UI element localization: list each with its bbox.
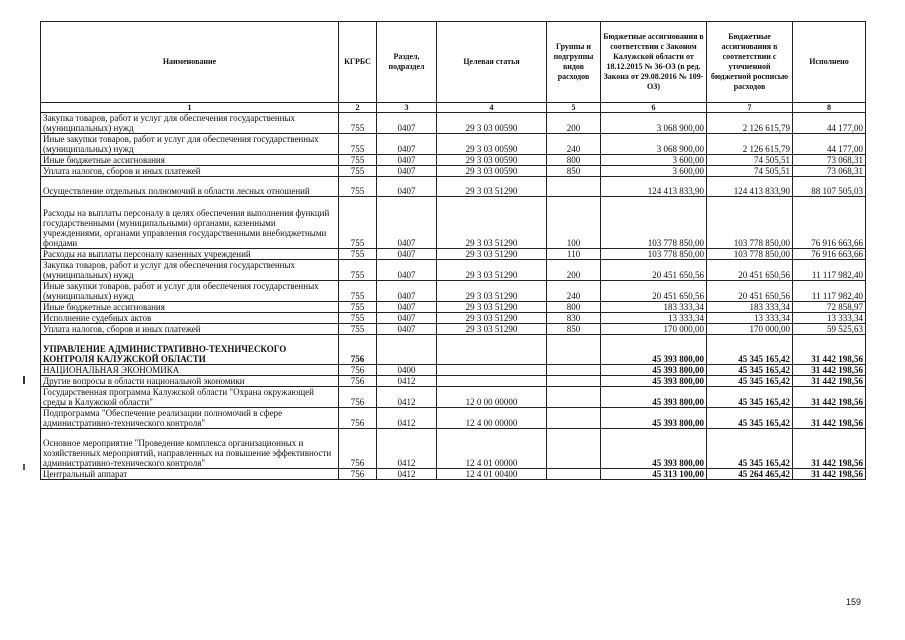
cell-budget: 45 393 800,00	[601, 387, 707, 408]
table-row	[41, 113, 866, 134]
cell-name: Основное мероприятие "Проведение комплекса организационных и хозяйственных мероприятий, направленных на повышение эффективности административно-технического контроля"	[41, 429, 339, 469]
cell-vid	[547, 177, 601, 197]
cell-name: Иные закупки товаров, работ и услуг для обеспечения государственных (муниципальных) нужд	[41, 134, 339, 155]
table-row	[41, 324, 866, 335]
cell-name: Иные бюджетные ассигнования	[41, 155, 339, 166]
cell-vid	[547, 376, 601, 387]
cell-statya: 29 3 03 00590	[437, 155, 547, 166]
cell-razdel: 0412	[377, 387, 437, 408]
table-row	[41, 313, 866, 324]
cell-razdel: 0412	[377, 408, 437, 429]
cell-ispolneno: 11 117 982,40	[793, 281, 866, 302]
cell-name: Государственная программа Калужской области "Охрана окружающей среды в Калужской области"	[41, 387, 339, 408]
cell-razdel: 0407	[377, 155, 437, 166]
cell-razdel: 0407	[377, 249, 437, 260]
cell-ispolneno: 13 333,34	[793, 313, 866, 324]
cell-ispolneno: 72 858,97	[793, 302, 866, 313]
cell-rospis: 74 505,51	[707, 155, 793, 166]
table-row	[41, 177, 866, 197]
cell-ispolneno: 31 442 198,56	[793, 365, 866, 376]
cell-rospis: 170 000,00	[707, 324, 793, 335]
cell-name: Иные закупки товаров, работ и услуг для обеспечения государственных (муниципальных) нужд	[41, 281, 339, 302]
cell-vid: 240	[547, 134, 601, 155]
cell-rospis: 45 345 165,42	[707, 387, 793, 408]
cell-rospis: 20 451 650,56	[707, 281, 793, 302]
budget-table	[40, 21, 866, 480]
cell-rospis: 45 345 165,42	[707, 335, 793, 365]
cell-kgrbs: 755	[339, 260, 377, 281]
cell-rospis: 2 126 615,79	[707, 113, 793, 134]
table-row	[41, 302, 866, 313]
cell-name: Иные бюджетные ассигнования	[41, 302, 339, 313]
header-statya: Целевая статья	[437, 22, 547, 103]
cell-ispolneno: 31 442 198,56	[793, 387, 866, 408]
column-number: 1	[41, 103, 339, 113]
cell-ispolneno: 76 916 663,66	[793, 197, 866, 249]
cell-statya: 29 3 03 51290	[437, 197, 547, 249]
cell-rospis: 13 333,34	[707, 313, 793, 324]
cell-rospis: 183 333,34	[707, 302, 793, 313]
table-row	[41, 376, 866, 387]
cell-statya: 29 3 03 51290	[437, 281, 547, 302]
cell-kgrbs: 755	[339, 113, 377, 134]
cell-statya	[437, 335, 547, 365]
cell-kgrbs: 756	[339, 408, 377, 429]
cell-budget: 13 333,34	[601, 313, 707, 324]
table-row	[41, 429, 866, 469]
header-vid: Группы и подгруппы видов расходов	[547, 22, 601, 103]
column-number-row	[41, 103, 866, 113]
table-row	[41, 408, 866, 429]
cell-vid: 110	[547, 249, 601, 260]
cell-vid: 850	[547, 324, 601, 335]
cell-vid	[547, 387, 601, 408]
header-rospis: Бюджетные ассигнования в соответствии с уточненной бюджетной росписью расходов	[707, 22, 793, 103]
column-number: 2	[339, 103, 377, 113]
cell-razdel: 0407	[377, 177, 437, 197]
cell-kgrbs: 756	[339, 387, 377, 408]
cell-ispolneno: 73 068,31	[793, 155, 866, 166]
cell-ispolneno: 73 068,31	[793, 166, 866, 177]
cell-ispolneno: 31 442 198,56	[793, 469, 866, 480]
cell-kgrbs: 756	[339, 365, 377, 376]
scan-mark	[23, 376, 25, 384]
cell-name: Уплата налогов, сборов и иных платежей	[41, 166, 339, 177]
cell-rospis: 74 505,51	[707, 166, 793, 177]
cell-ispolneno: 88 107 505,03	[793, 177, 866, 197]
cell-vid	[547, 335, 601, 365]
cell-rospis: 103 778 850,00	[707, 197, 793, 249]
cell-budget: 45 393 800,00	[601, 429, 707, 469]
cell-ispolneno: 31 442 198,56	[793, 408, 866, 429]
cell-rospis: 2 126 615,79	[707, 134, 793, 155]
cell-razdel: 0407	[377, 260, 437, 281]
cell-rospis: 20 451 650,56	[707, 260, 793, 281]
cell-name: Другие вопросы в области национальной экономики	[41, 376, 339, 387]
cell-budget: 103 778 850,00	[601, 249, 707, 260]
cell-ispolneno: 44 177,00	[793, 134, 866, 155]
cell-vid: 800	[547, 155, 601, 166]
cell-vid	[547, 429, 601, 469]
cell-name: Центральный аппарат	[41, 469, 339, 480]
table-row	[41, 166, 866, 177]
cell-statya	[437, 376, 547, 387]
column-number: 4	[437, 103, 547, 113]
table-row	[41, 281, 866, 302]
cell-rospis: 124 413 833,90	[707, 177, 793, 197]
cell-statya: 29 3 03 00590	[437, 134, 547, 155]
cell-kgrbs: 755	[339, 249, 377, 260]
cell-statya: 12 4 01 00400	[437, 469, 547, 480]
cell-razdel: 0407	[377, 281, 437, 302]
cell-razdel: 0407	[377, 302, 437, 313]
header-budget: Бюджетные ассигнования в соответствии с Законом Калужской области от 18.12.2015 № 36-ОЗ (в ред. Закона от 29.08.2016 № 109-ОЗ)	[601, 22, 707, 103]
cell-statya: 29 3 03 51290	[437, 249, 547, 260]
page-number: 159	[846, 597, 862, 607]
cell-statya: 12 4 00 00000	[437, 408, 547, 429]
cell-razdel: 0400	[377, 365, 437, 376]
table-row	[41, 249, 866, 260]
cell-name: Исполнение судебных актов	[41, 313, 339, 324]
table-row	[41, 387, 866, 408]
cell-razdel: 0407	[377, 313, 437, 324]
cell-kgrbs: 755	[339, 155, 377, 166]
cell-name: Закупка товаров, работ и услуг для обеспечения государственных (муниципальных) нужд	[41, 113, 339, 134]
table-row	[41, 197, 866, 249]
cell-budget: 45 393 800,00	[601, 408, 707, 429]
cell-name: Осуществление отдельных полномочий в области лесных отношений	[41, 177, 339, 197]
scan-mark	[23, 464, 25, 470]
cell-budget: 20 451 650,56	[601, 281, 707, 302]
cell-statya: 29 3 03 00590	[437, 113, 547, 134]
cell-razdel: 0412	[377, 469, 437, 480]
cell-budget: 124 413 833,90	[601, 177, 707, 197]
cell-kgrbs: 756	[339, 376, 377, 387]
header-ispolneno: Исполнено	[793, 22, 866, 103]
cell-vid: 830	[547, 313, 601, 324]
cell-razdel: 0412	[377, 376, 437, 387]
table-row	[41, 155, 866, 166]
cell-razdel: 0407	[377, 134, 437, 155]
cell-razdel: 0407	[377, 166, 437, 177]
cell-kgrbs: 755	[339, 302, 377, 313]
header-row	[41, 22, 866, 103]
cell-vid: 240	[547, 281, 601, 302]
cell-kgrbs: 756	[339, 429, 377, 469]
column-number: 6	[601, 103, 707, 113]
table-row	[41, 134, 866, 155]
cell-ispolneno: 59 525,63	[793, 324, 866, 335]
table-row	[41, 260, 866, 281]
cell-ispolneno: 31 442 198,56	[793, 429, 866, 469]
cell-statya: 12 4 01 00000	[437, 429, 547, 469]
header-kgrbs: КГРБС	[339, 22, 377, 103]
cell-kgrbs: 756	[339, 469, 377, 480]
cell-vid: 200	[547, 113, 601, 134]
cell-kgrbs: 756	[339, 335, 377, 365]
cell-budget: 170 000,00	[601, 324, 707, 335]
cell-name: Уплата налогов, сборов и иных платежей	[41, 324, 339, 335]
table-row	[41, 335, 866, 365]
cell-budget: 45 393 800,00	[601, 365, 707, 376]
column-number: 8	[793, 103, 866, 113]
cell-vid: 800	[547, 302, 601, 313]
header-razdel: Раздел, подраздел	[377, 22, 437, 103]
cell-budget: 20 451 650,56	[601, 260, 707, 281]
cell-rospis: 103 778 850,00	[707, 249, 793, 260]
cell-budget: 45 393 800,00	[601, 335, 707, 365]
cell-ispolneno: 76 916 663,66	[793, 249, 866, 260]
cell-name: Расходы на выплаты персоналу в целях обеспечения выполнения функций государственными (муниципальными) органами, казенными учреждениями, органами управления государственными внебюджетными фондами	[41, 197, 339, 249]
header-name: Наименование	[41, 22, 339, 103]
column-number: 7	[707, 103, 793, 113]
cell-razdel: 0412	[377, 429, 437, 469]
cell-rospis: 45 264 465,42	[707, 469, 793, 480]
cell-vid	[547, 365, 601, 376]
cell-statya: 29 3 03 51290	[437, 313, 547, 324]
cell-ispolneno: 31 442 198,56	[793, 335, 866, 365]
cell-kgrbs: 755	[339, 324, 377, 335]
cell-vid	[547, 408, 601, 429]
cell-ispolneno: 11 117 982,40	[793, 260, 866, 281]
column-number: 3	[377, 103, 437, 113]
cell-budget: 45 313 100,00	[601, 469, 707, 480]
cell-budget: 3 068 900,00	[601, 113, 707, 134]
cell-vid: 200	[547, 260, 601, 281]
cell-rospis: 45 345 165,42	[707, 408, 793, 429]
cell-vid: 100	[547, 197, 601, 249]
cell-rospis: 45 345 165,42	[707, 429, 793, 469]
cell-name: Расходы на выплаты персоналу казенных учреждений	[41, 249, 339, 260]
cell-name: Закупка товаров, работ и услуг для обеспечения государственных (муниципальных) нужд	[41, 260, 339, 281]
cell-budget: 3 600,00	[601, 166, 707, 177]
cell-budget: 3 068 900,00	[601, 134, 707, 155]
cell-vid	[547, 469, 601, 480]
cell-kgrbs: 755	[339, 281, 377, 302]
cell-statya	[437, 365, 547, 376]
cell-razdel: 0407	[377, 197, 437, 249]
cell-kgrbs: 755	[339, 197, 377, 249]
cell-ispolneno: 31 442 198,56	[793, 376, 866, 387]
cell-vid: 850	[547, 166, 601, 177]
cell-statya: 29 3 03 51290	[437, 177, 547, 197]
cell-name: УПРАВЛЕНИЕ АДМИНИСТРАТИВНО-ТЕХНИЧЕСКОГО КОНТРОЛЯ КАЛУЖСКОЙ ОБЛАСТИ	[41, 335, 339, 365]
cell-rospis: 45 345 165,42	[707, 376, 793, 387]
cell-statya: 29 3 03 00590	[437, 166, 547, 177]
cell-budget: 45 393 800,00	[601, 376, 707, 387]
table-row	[41, 365, 866, 376]
cell-razdel	[377, 335, 437, 365]
cell-budget: 3 600,00	[601, 155, 707, 166]
cell-rospis: 45 345 165,42	[707, 365, 793, 376]
column-number: 5	[547, 103, 601, 113]
cell-statya: 29 3 03 51290	[437, 302, 547, 313]
cell-kgrbs: 755	[339, 134, 377, 155]
cell-name: Подпрограмма "Обеспечение реализации полномочий в сфере административно-технического контроля"	[41, 408, 339, 429]
cell-razdel: 0407	[377, 324, 437, 335]
table-row	[41, 469, 866, 480]
cell-budget: 183 333,34	[601, 302, 707, 313]
cell-statya: 12 0 00 00000	[437, 387, 547, 408]
cell-razdel: 0407	[377, 113, 437, 134]
cell-kgrbs: 755	[339, 166, 377, 177]
cell-statya: 29 3 03 51290	[437, 260, 547, 281]
cell-name: НАЦИОНАЛЬНАЯ ЭКОНОМИКА	[41, 365, 339, 376]
cell-kgrbs: 755	[339, 177, 377, 197]
cell-statya: 29 3 03 51290	[437, 324, 547, 335]
cell-budget: 103 778 850,00	[601, 197, 707, 249]
cell-ispolneno: 44 177,00	[793, 113, 866, 134]
cell-kgrbs: 755	[339, 313, 377, 324]
